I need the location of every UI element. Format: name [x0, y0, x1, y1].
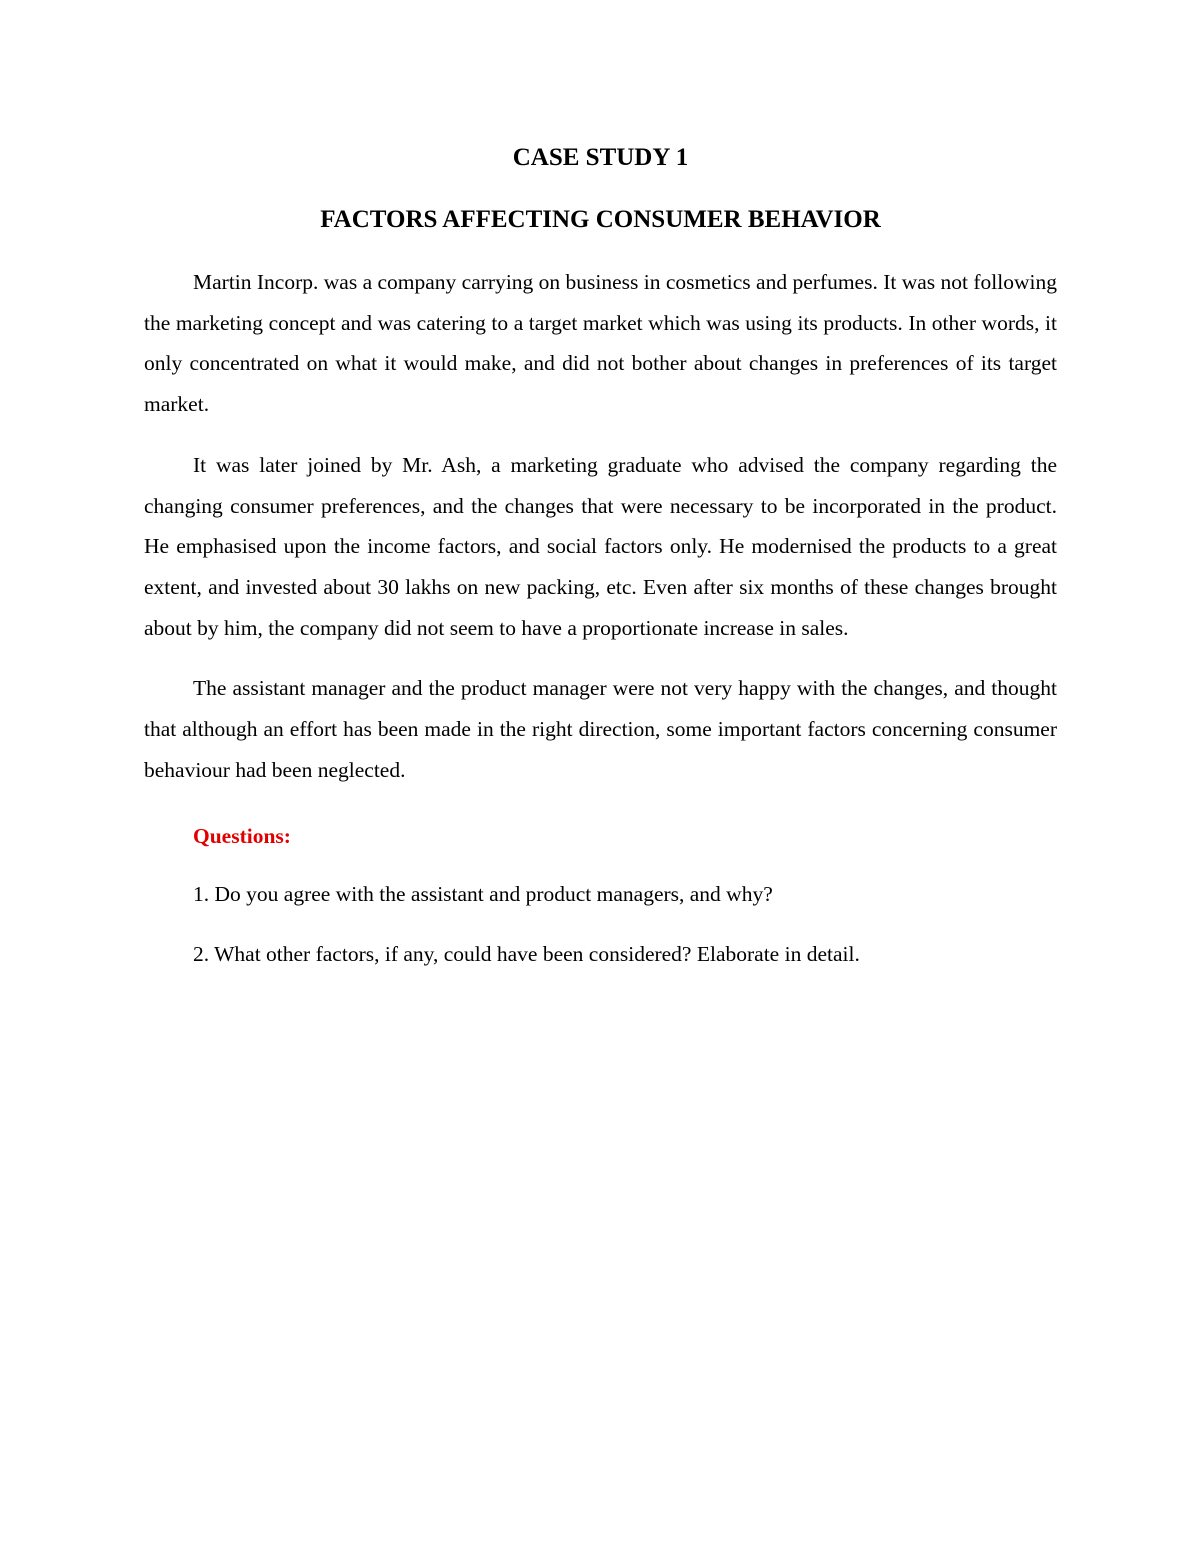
document-content — [144, 138, 1057, 974]
question-1: 1. Do you agree with the assistant and product managers, and why? — [193, 882, 773, 907]
paragraph-2: It was later joined by Mr. Ash, a marketing graduate who advised the company regarding the changing consumer preferences, and the changes that were necessary to be incorporated in the product. He emphasised upon the income factors, and social factors only. He modernised the products to a great extent, and invested about 30 lakhs on new packing, etc. Even after six months of these changes brought about by him, the company did not seem to have a proportionate increase in sales. — [144, 452, 1057, 640]
questions-heading: Questions: — [193, 824, 291, 849]
paragraph-1: Martin Incorp. was a company carrying on business in cosmetics and perfumes. It was not following the marketing concept and was catering to a target market which was using its products. In other words, it only concentrated on what it would make, and did not bother about changes in preferences of its target market. — [144, 270, 1057, 417]
document-title: CASE STUDY 1 — [512, 144, 689, 171]
paragraph-3: The assistant manager and the product manager were not very happy with the changes, and thought that although an effort has been made in the right direction, some important factors concerning consumer behaviour had been neglected. — [144, 676, 1057, 782]
question-2: 2. What other factors, if any, could have been considered? Elaborate in detail. — [193, 942, 860, 967]
document-subtitle: FACTORS AFFECTING CONSUMER BEHAVIOR — [320, 206, 881, 233]
